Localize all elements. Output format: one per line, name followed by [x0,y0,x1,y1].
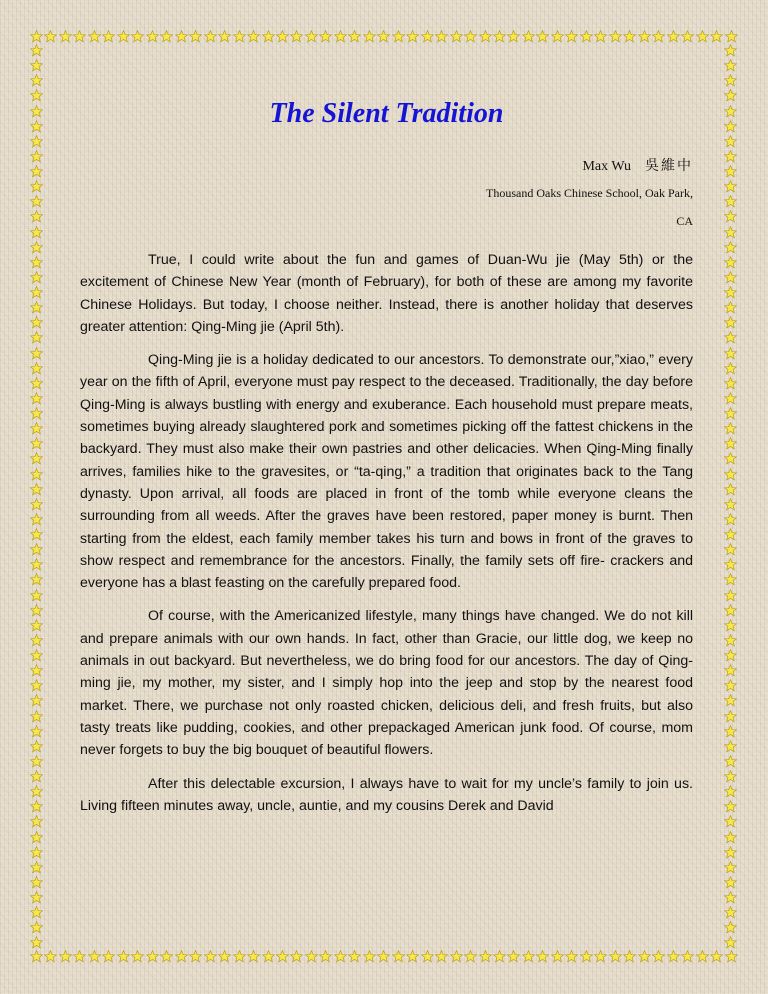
star-icon [30,377,43,390]
star-icon [724,256,737,269]
star-icon [30,226,43,239]
star-icon [536,950,549,963]
star-icon [724,755,737,768]
star-icon [88,950,101,963]
star-icon [479,950,492,963]
star-icon [30,891,43,904]
star-icon [30,422,43,435]
star-icon [30,558,43,571]
star-icon [30,89,43,102]
star-icon [522,950,535,963]
star-icon [724,241,737,254]
star-icon [131,30,144,43]
star-icon [30,528,43,541]
star-icon [189,950,202,963]
star-icon [30,483,43,496]
star-icon [30,725,43,738]
star-icon [652,950,665,963]
star-icon [724,876,737,889]
star-icon [609,950,622,963]
star-icon [724,649,737,662]
star-icon [724,740,737,753]
star-border-left [30,44,44,950]
star-icon [30,950,43,963]
star-icon [233,950,246,963]
star-icon [450,950,463,963]
star-icon [30,876,43,889]
star-icon [464,30,477,43]
star-icon [290,30,303,43]
star-icon [724,664,737,677]
star-icon [580,30,593,43]
document-title: The Silent Tradition [269,98,504,129]
star-icon [696,30,709,43]
star-icon [204,950,217,963]
star-icon [725,950,738,963]
paragraph: After this delectable excursion, I always have to wait for my uncle’s family to join us. Living fifteen minutes away, uncle, auntie, and my cousins Derek and David [80,775,693,814]
star-icon [160,950,173,963]
star-icon [493,30,506,43]
star-icon [30,347,43,360]
star-icon [30,286,43,299]
star-icon [392,30,405,43]
star-icon [30,589,43,602]
star-icon [710,950,723,963]
star-icon [724,89,737,102]
star-icon [594,950,607,963]
star-icon [681,30,694,43]
star-icon [262,30,275,43]
star-icon [724,483,737,496]
star-icon [88,30,101,43]
star-icon [59,30,72,43]
star-icon [247,950,260,963]
star-icon [30,316,43,329]
star-icon [724,846,737,859]
star-icon [681,950,694,963]
star-icon [450,30,463,43]
star-icon [724,634,737,647]
school-affiliation [80,179,693,235]
star-icon [319,30,332,43]
star-icon [724,407,737,420]
star-icon [724,679,737,692]
star-icon [392,950,405,963]
star-icon [724,589,737,602]
star-icon [724,105,737,118]
star-icon [724,316,737,329]
star-icon [30,30,43,43]
star-icon [131,950,144,963]
star-icon [421,950,434,963]
star-icon [30,619,43,632]
school-line-2: CA [676,214,693,228]
star-icon [724,906,737,919]
star-icon [724,498,737,511]
star-icon [724,573,737,586]
star-icon [724,150,737,163]
star-border-top [30,30,738,44]
star-icon [30,498,43,511]
star-icon [435,950,448,963]
star-icon [479,30,492,43]
star-icon [623,950,636,963]
star-icon [30,195,43,208]
essay-body [80,249,693,817]
star-icon [276,30,289,43]
star-icon [724,800,737,813]
star-icon [724,831,737,844]
star-icon [551,30,564,43]
star-border-bottom [30,950,738,964]
star-icon [507,30,520,43]
star-icon [160,30,173,43]
star-icon [724,362,737,375]
star-icon [724,513,737,526]
star-icon [724,210,737,223]
star-icon [73,950,86,963]
star-icon [30,271,43,284]
star-icon [363,30,376,43]
star-icon [724,543,737,556]
star-icon [30,407,43,420]
star-icon [30,604,43,617]
star-icon [724,619,737,632]
star-icon [30,150,43,163]
star-icon [30,468,43,481]
paragraph: Qing-Ming jie is a holiday dedicated to our ancestors. To demonstrate our,”xiao,” every year on the fifth of April, everyone must pay respect to the deceased. Traditionally, the day before Qing-Ming is always bustling with energy and exuberance. Each household must prepare meats, sometimes buying already slaughtered pork and sometimes picking off the fattest chickens in the backyard. They must also make their own pastries and other delicacies. When Qing-Ming finally arrives, families hike to the gravesites, or “ta-qing,” a tradition that originates back to the Tang dynasty. Upon arrival, all foods are placed in front of the tomb while everyone cleans the surrounding from all weeds. After the graves have been restored, paper money is burnt. Then starting from the eldest, each family member takes his turn and bows in front of the graves to show respect and remembrance for the ancestors. Finally, the family sets off fire- crackers and everyone has a blast feasting on the carefully prepared food. [80,352,693,592]
star-icon [262,950,275,963]
star-icon [30,634,43,647]
star-icon [30,906,43,919]
star-icon [30,921,43,934]
star-icon [175,30,188,43]
star-icon [30,120,43,133]
star-icon [724,44,737,57]
star-icon [667,30,680,43]
star-icon [73,30,86,43]
star-icon [30,59,43,72]
star-icon [30,331,43,344]
star-icon [305,950,318,963]
star-icon [30,165,43,178]
star-icon [102,950,115,963]
star-icon [696,950,709,963]
star-icon [565,950,578,963]
star-icon [725,30,738,43]
star-icon [724,936,737,949]
star-icon [638,950,651,963]
star-icon [724,528,737,541]
star-icon [30,710,43,723]
star-icon [30,301,43,314]
star-icon [724,271,737,284]
star-icon [30,679,43,692]
star-icon [406,950,419,963]
star-icon [724,301,737,314]
star-icon [247,30,260,43]
star-icon [30,210,43,223]
star-icon [30,649,43,662]
star-icon [117,30,130,43]
star-icon [276,950,289,963]
star-icon [30,573,43,586]
author-chinese-name: 吳維中 [645,159,693,174]
star-icon [30,815,43,828]
star-icon [724,710,737,723]
star-icon [710,30,723,43]
star-icon [522,30,535,43]
star-icon [146,30,159,43]
star-icon [363,950,376,963]
star-icon [551,950,564,963]
star-icon [30,770,43,783]
star-icon [30,846,43,859]
star-icon [652,30,665,43]
star-icon [30,452,43,465]
star-icon [204,30,217,43]
star-icon [667,950,680,963]
author-line [80,157,693,177]
star-icon [724,180,737,193]
star-icon [435,30,448,43]
star-icon [724,558,737,571]
paragraph: True, I could write about the fun and games of Duan-Wu jie (May 5th) or the excitement of Chinese New Year (month of February), for both of these are among my favorite Chinese Holidays. But today, I choose neither. Instead, there is another holiday that deserves greater attention: Qing-Ming jie (April 5th). [80,252,693,335]
star-icon [724,921,737,934]
star-icon [724,120,737,133]
star-icon [594,30,607,43]
star-icon [30,694,43,707]
star-icon [348,950,361,963]
star-icon [724,331,737,344]
star-icon [290,950,303,963]
author-name: Max Wu [582,159,631,174]
star-icon [319,950,332,963]
star-icon [334,30,347,43]
star-icon [30,105,43,118]
star-icon [724,437,737,450]
star-border-right [724,44,738,950]
star-icon [175,950,188,963]
star-icon [623,30,636,43]
star-icon [30,785,43,798]
star-icon [724,392,737,405]
star-icon [724,452,737,465]
star-icon [30,543,43,556]
star-icon [59,950,72,963]
star-icon [334,950,347,963]
star-icon [724,135,737,148]
star-icon [724,286,737,299]
star-icon [638,30,651,43]
star-icon [30,241,43,254]
star-icon [189,30,202,43]
star-icon [724,891,737,904]
star-icon [406,30,419,43]
star-icon [348,30,361,43]
star-icon [580,950,593,963]
star-icon [30,180,43,193]
star-icon [724,785,737,798]
star-icon [102,30,115,43]
star-icon [609,30,622,43]
star-icon [30,513,43,526]
star-icon [724,195,737,208]
star-icon [233,30,246,43]
star-icon [724,422,737,435]
paragraph: Of course, with the Americanized lifestyle, many things have changed. We do not kill and prepare animals with our own hands. In fact, other than Gracie, our little dog, we keep no animals in out backyard. But nevertheless, we do bring food for our ancestors. The day of Qing-ming jie, my mother, my sister, and I simply hop into the jeep and stop by the nearest food market. There, we purchase not only roasted chicken, delicious deli, and fresh fruits, but also tasty treats like pudding, cookies, and other prepackaged American junk food. Of course, mom never forgets to buy the big bouquet of beautiful flowers. [80,608,693,759]
school-line-1: Thousand Oaks Chinese School, Oak Park, [486,186,693,200]
star-icon [565,30,578,43]
star-icon [218,950,231,963]
star-icon [536,30,549,43]
star-icon [30,392,43,405]
star-icon [724,74,737,87]
star-icon [30,861,43,874]
star-icon [30,755,43,768]
star-icon [305,30,318,43]
star-icon [30,740,43,753]
star-icon [421,30,434,43]
star-icon [30,135,43,148]
star-icon [30,936,43,949]
star-icon [30,74,43,87]
star-icon [724,347,737,360]
star-icon [724,377,737,390]
star-icon [30,664,43,677]
star-icon [44,30,57,43]
star-icon [724,694,737,707]
star-icon [30,256,43,269]
star-icon [493,950,506,963]
star-icon [724,59,737,72]
star-icon [30,44,43,57]
star-icon [377,30,390,43]
star-icon [724,165,737,178]
star-icon [30,437,43,450]
document-page [80,95,693,828]
star-icon [30,831,43,844]
star-icon [30,800,43,813]
star-icon [724,815,737,828]
star-icon [724,770,737,783]
star-icon [724,861,737,874]
star-icon [724,604,737,617]
star-icon [724,226,737,239]
star-icon [724,468,737,481]
star-icon [117,950,130,963]
star-icon [377,950,390,963]
star-icon [218,30,231,43]
star-icon [507,950,520,963]
star-icon [724,725,737,738]
star-icon [30,362,43,375]
star-icon [146,950,159,963]
star-icon [464,950,477,963]
star-icon [44,950,57,963]
